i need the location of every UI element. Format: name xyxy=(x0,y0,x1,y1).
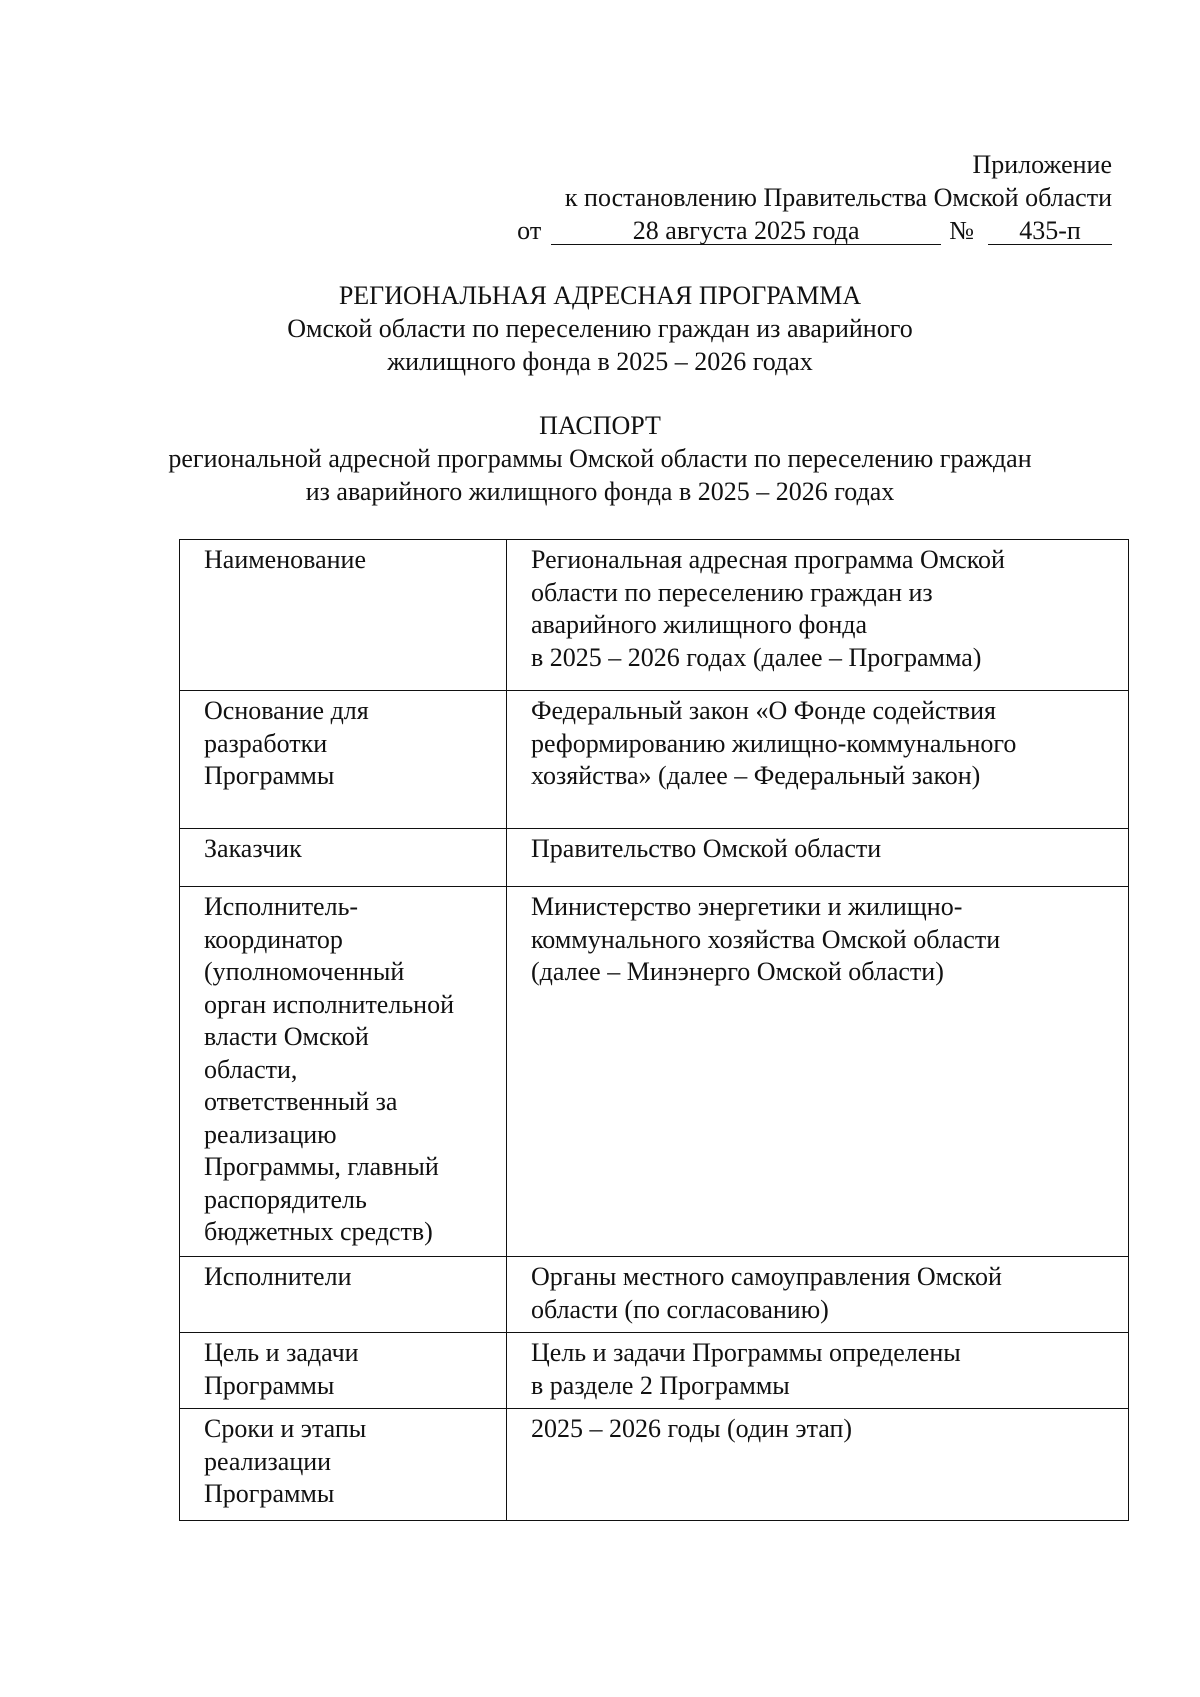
row-label: Заказчик xyxy=(204,834,302,863)
appendix-label: Приложение xyxy=(972,150,1112,179)
row-value-cell xyxy=(507,691,1129,829)
row-value-cell xyxy=(507,887,1129,1257)
passport-table xyxy=(179,539,1129,1521)
resolution-reference: к постановлению Правительства Омской области xyxy=(564,183,1112,212)
passport-line-1: региональной адресной программы Омской области по переселению граждан xyxy=(168,444,1032,473)
table-row xyxy=(180,1333,1129,1409)
passport-heading: ПАСПОРТ xyxy=(539,411,661,440)
from-label: от xyxy=(517,216,542,245)
row-label-cell xyxy=(180,540,507,691)
row-label: Цель и задачи Программы xyxy=(204,1338,359,1400)
resolution-number: 435-п xyxy=(988,218,1112,245)
row-value: 2025 – 2026 годы (один этап) xyxy=(531,1414,853,1443)
table-row xyxy=(180,1409,1129,1521)
row-value: Цель и задачи Программы определены в разделе 2 Программы xyxy=(531,1338,961,1400)
row-value-cell xyxy=(507,1409,1129,1521)
row-value: Министерство энергетики и жилищно- коммунального хозяйства Омской области (далее – Минэнерго Омской области) xyxy=(531,892,1001,986)
row-value: Региональная адресная программа Омской области по переселению граждан из аварийного жилищного фонда в 2025 – 2026 годах (далее – Программа) xyxy=(531,545,1005,672)
title-line-3: жилищного фонда в 2025 – 2026 годах xyxy=(387,347,813,376)
row-label: Сроки и этапы реализации Программы xyxy=(204,1414,367,1508)
passport-line-2: из аварийного жилищного фонда в 2025 – 2026 годах xyxy=(305,477,895,506)
row-value: Органы местного самоуправления Омской области (по согласованию) xyxy=(531,1262,1002,1324)
row-label: Исполнители xyxy=(204,1262,352,1291)
date-number-line xyxy=(517,214,1112,247)
row-label-cell xyxy=(180,887,507,1257)
row-label-cell xyxy=(180,829,507,887)
table-row xyxy=(180,829,1129,887)
number-label: № xyxy=(949,216,974,245)
row-value-cell xyxy=(507,540,1129,691)
table-row xyxy=(180,887,1129,1257)
passport-title xyxy=(0,409,1200,508)
row-label-cell xyxy=(180,1333,507,1409)
row-value: Федеральный закон «О Фонде содействия реформированию жилищно-коммунального хозяйства» (далее – Федеральный закон) xyxy=(531,696,1017,790)
row-value-cell xyxy=(507,1333,1129,1409)
appendix-header xyxy=(517,148,1112,247)
table-row xyxy=(180,540,1129,691)
table-row xyxy=(180,691,1129,829)
row-label-cell xyxy=(180,691,507,829)
document-title xyxy=(0,279,1200,378)
title-line-2: Омской области по переселению граждан из аварийного xyxy=(287,314,913,343)
row-value-cell xyxy=(507,829,1129,887)
title-line-1: РЕГИОНАЛЬНАЯ АДРЕСНАЯ ПРОГРАММА xyxy=(338,281,862,310)
row-label: Наименование xyxy=(204,545,366,574)
row-value-cell xyxy=(507,1257,1129,1333)
row-label-cell xyxy=(180,1257,507,1333)
row-value: Правительство Омской области xyxy=(531,834,882,863)
table-row xyxy=(180,1257,1129,1333)
row-label-cell xyxy=(180,1409,507,1521)
resolution-date: 28 августа 2025 года xyxy=(551,218,941,245)
row-label: Основание для разработки Программы xyxy=(204,696,369,790)
row-label: Исполнитель- координатор (уполномоченный орган исполнительной власти Омской области, ответственный за реализацию Программы, главный распорядитель бюджетных средств) xyxy=(204,892,455,1246)
